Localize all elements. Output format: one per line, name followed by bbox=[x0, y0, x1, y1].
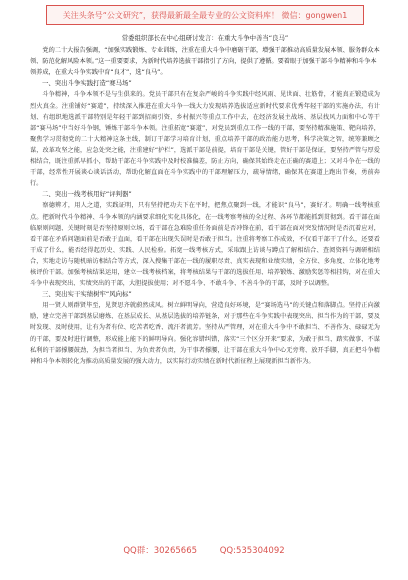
qq-number-text: QQ:535304092 bbox=[219, 546, 285, 556]
section-3-paragraph: 用一贤人则群贤毕至，见贤思齐就蔚然成风。树立鲜明导向，营造良好环境，是“赛场选马”的关键点和落脚点。坚持正向激励，建立完善干部到基层磨炼、在基层成长、从基层选拔的培养链条，对于那些在斗争实践中表现突出、担当作为的干部，要及时发现、及时使用，让有为者有位、吃苦者吃香、流汗者流芳。坚持从严管理，对在重大斗争中不敢担当、不善作为、碌碌无为的干部，要及时进行调整，形成能上能下的鲜明导向。强化容错纠错，落实“三个区分开来”要求，为敢于担当、踏实做事、不谋私利的干部撑腰鼓劲，为担当者担当、为负责者负责，为干事者撑腰，让干部在重大斗争中心无旁骛、放开手脚，真正把斗争精神和斗争本领转化为推动高质量发展的强大动力，以实际行动实绩在新时代新征程上展现新担当新作为。 bbox=[30, 302, 380, 365]
qq-group-text: QQ群：30265665 bbox=[123, 546, 198, 556]
promo-banner bbox=[46, 5, 364, 25]
document-title: 常委组织部长在中心组研讨发言：在重大斗争中善当“良马” bbox=[121, 34, 289, 42]
document-page bbox=[30, 33, 380, 367]
intro-paragraph: 党的二十大报告强调，“加强实践锻炼、专业训练，注重在重大斗争中磨砺干部，增强干部推动高质量发展本领、服务群众本领、防范化解风险本领。”这一重要要求，为新时代培养选拔干部指引了方向，提供了遵循。要着眼于加强干部斗争精神和斗争本领养成，在重大斗争实践中育“良才”，选“良马”。 bbox=[30, 47, 380, 77]
section-2-paragraph: 察德辨才，用人之道，实践证明，只有坚持把功夫下在平时，把焦点聚到一线，才能识“良马”，赛好才。明确一线考核重点。把新时代斗争精神、斗争本领的内涵要求细化实化具体化，在一线考察考核的全过程、各环节都能抓到贯彻到。看干部在面临原则问题、关键时刻是否坚持原则立场，看干部在急难险重任务面前是否冲锋在前，看干部在面对突发情况时是否沉着应对，看干部在矛盾问题面前是否敢于直面，看干部在出现失误时是否敢于担当。注重将考察工作成效，不仅看干部干了什么，还要看干成了什么，能否经得起历史、实践、人民检验。拓宽一线考核方式，采取跟上访谈与蹲点了解相结合、查阅资料与调研相结合，实地走访与随机暗访相结合等方式，深入搜集干部在一线的履职尽责、真实表现和业绩实绩，全方位、多角度、立体化地考核评价干部。加强考核结果运用，建立一线考核档案，将考核结果与干部的选拔任用、培养锻炼、激励奖惩等相挂钩，对在重大斗争中表现突出、实绩突出的干部，大胆提拔使用；对不愿斗争、不敢斗争、不善斗争的干部，及时予以调整。 bbox=[30, 202, 380, 288]
section-heading-2: 二、突出一线考核用好“评判器” bbox=[42, 190, 132, 199]
section-heading-3: 三、突出实干实绩树牢“风向标” bbox=[42, 290, 132, 299]
section-heading-1: 一、突出斗争实践打造“赛马场” bbox=[42, 79, 132, 88]
section-1-paragraph: 斗争精神，斗争本领不是与生俱来的。党员干部只有在复杂严峻的斗争实践中经风雨、见世面、壮筋骨，才能真正锻造成为烈火真金。注重铺好“赛道”，持续深入推进在重大斗争一线大力发现培养选拔适应新时代要求优秀年轻干部的实施办法，有计划、有组织地选派干部特别是年轻干部到招商引资、乡村振兴等重点工作中去，在经济发展主战场、基层找风力面和中心等干部“赛马场”中当好斗争钢，锤炼干部斗争本领。注重拓宽“赛道”，对党员到重点工作一线的干部，要坚持精准施策、靶向培养，聚焦学习贯彻党的二十大精神这条主线，制订干部学习培育计划，重点培养干部的政治能力思考，科学决策之智，统筹兼顾之谋，改革攻坚之能，应急处突之能，注重建好“护栏”，选派干部是前提，培育干部是关键，管好干部是保证，要坚持严管与厚爱相结合，既注重抓早抓小，帮助干部在斗争实践中及时校准偏差，防止方向，确保其始终走在正确的赛道上；又对斗争在一线的干部，经常性开展谈心谈话活动，帮助化解直面在斗争实践中的干部理解压力，疏导情绪，确保其在赛道上跑出节奏，勇前奔行。 bbox=[30, 91, 380, 188]
promo-banner-text: 关注头条号“公文研究”，获得最新最全最专业的公文资料库！ 微信：gongwen1 bbox=[62, 10, 348, 20]
contact-footer bbox=[0, 544, 408, 556]
